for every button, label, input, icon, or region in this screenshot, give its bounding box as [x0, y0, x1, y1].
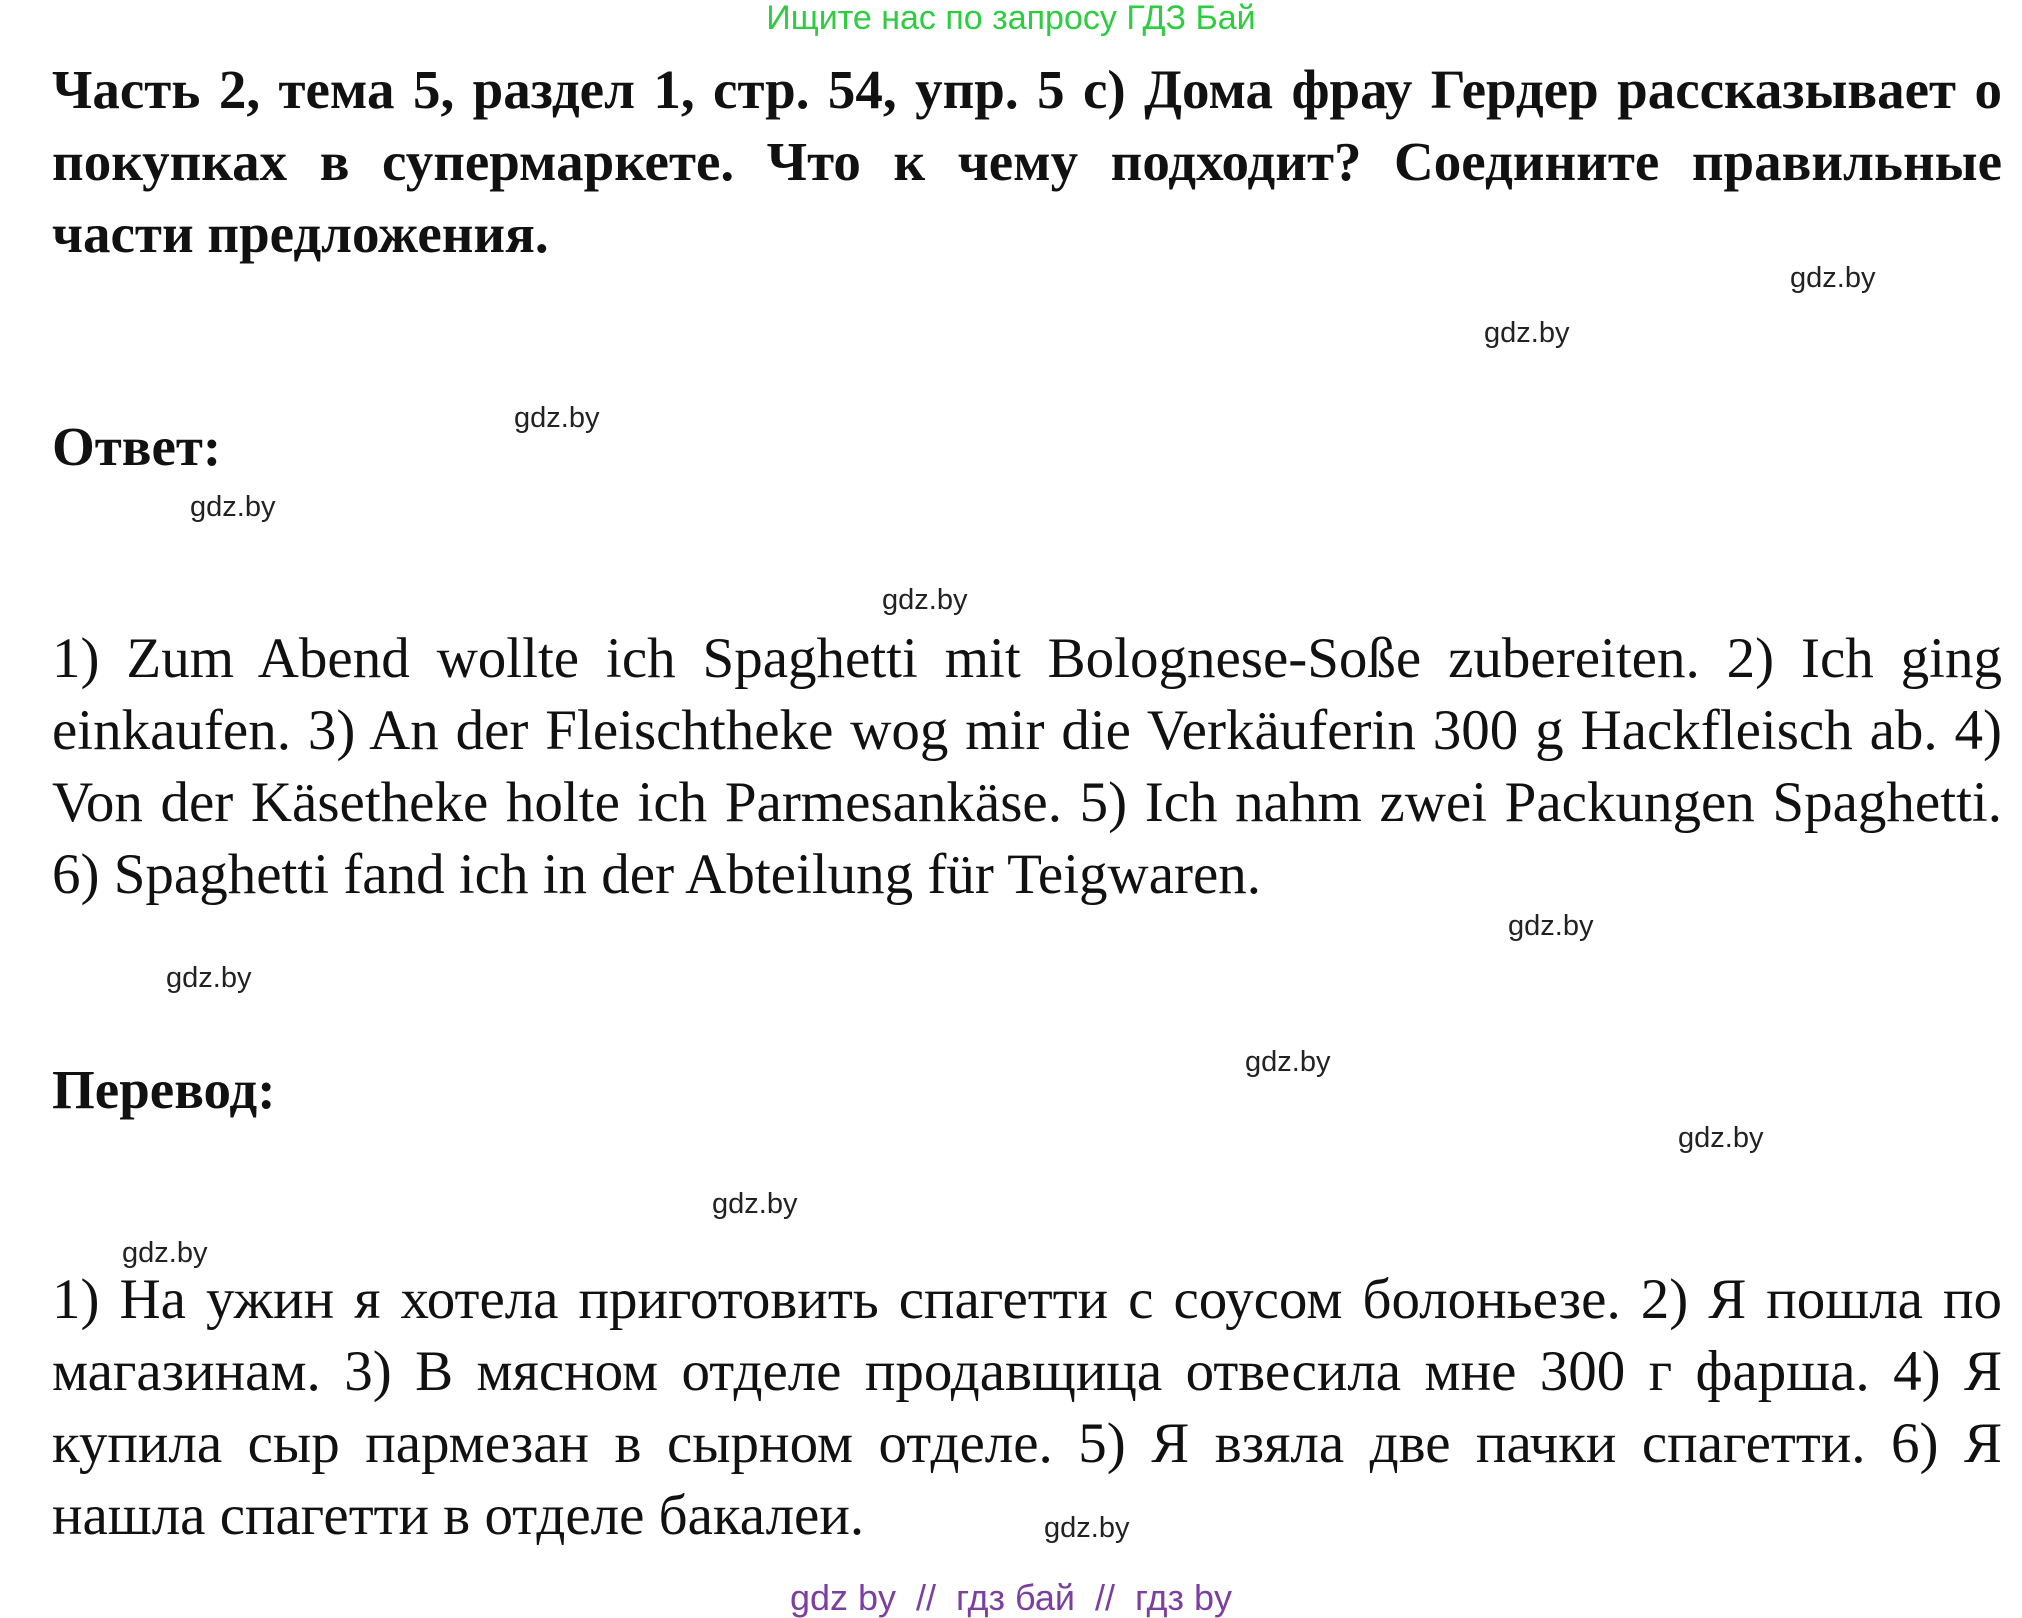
answer-label: Ответ:: [52, 416, 222, 477]
watermark: gdz.by: [514, 402, 600, 434]
top-banner: Ищите нас по запросу ГДЗ Бай: [766, 0, 1256, 37]
watermark: gdz.by: [190, 491, 276, 523]
watermark: gdz.by: [712, 1188, 798, 1220]
watermark: gdz.by: [1678, 1122, 1764, 1154]
answer-text: 1) Zum Abend wollte ich Spaghetti mit Bolognese-Soße zubereiten. 2) Ich ging einkaufen. 3) An der Fleischtheke wog mir die Verkäuferin 300 g Hackfleisch ab. 4) Von der Käsetheke holte ich Parmesankäse. 5) Ich nahm zwei Packungen Spaghetti. 6) Spaghetti fand ich in der Abteilung für Teigwaren.: [52, 627, 2002, 906]
watermark: gdz.by: [882, 584, 968, 616]
translation-text: 1) На ужин я хотела приготовить спагетти с соусом болоньезе. 2) Я пошла по магазинам. 3) В мясном отделе продавщица отвесила мне 300 г фарша. 4) Я купила сыр пармезан в сырном отделе. 5) Я взяла две пачки спагетти. 6) Я нашла спагетти в отделе бакалеи.: [52, 1268, 2002, 1547]
task-heading: Часть 2, тема 5, раздел 1, стр. 54, упр. 5 c) Дома фрау Гердер рассказывает о покупках в супермаркете. Что к чему подходит? Соедините правильные части предложения.: [52, 59, 2002, 264]
watermark: gdz.by: [1245, 1046, 1331, 1078]
watermark: gdz.by: [1790, 262, 1876, 294]
footer-links: gdz by // гдз бай // гдз by: [789, 1577, 1233, 1618]
watermark: gdz.by: [1044, 1512, 1130, 1544]
watermark: gdz.by: [166, 962, 252, 994]
watermark: gdz.by: [122, 1237, 208, 1269]
translation-label: Перевод:: [52, 1059, 276, 1120]
watermark: gdz.by: [1508, 910, 1594, 942]
watermark: gdz.by: [1484, 317, 1570, 349]
